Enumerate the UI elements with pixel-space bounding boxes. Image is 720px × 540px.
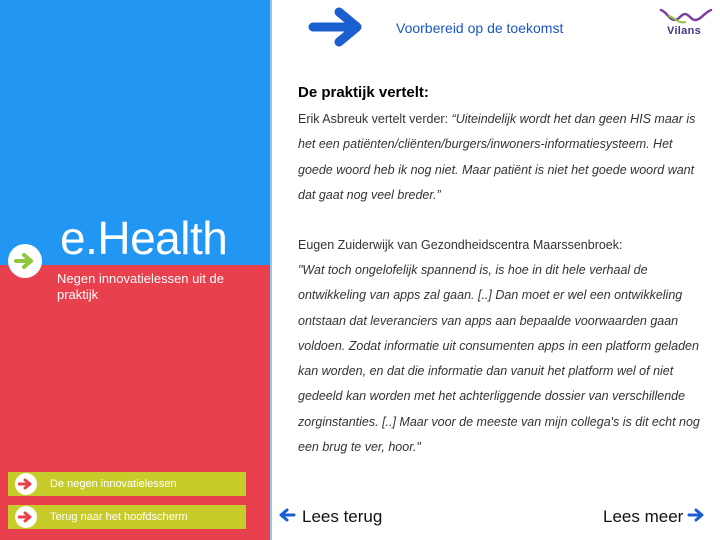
brand-arrow-icon [8, 244, 42, 278]
sidebar-subtitle: Negen innovatielessen uit de praktijk [57, 271, 224, 302]
quote-text: “Uiteindelijk wordt het dan geen HIS maar is het een patiënten/cliënten/burgers/inwoners-informatiesysteem. Het goede woord heb ik nog niet. Maar patiënt is niet het goede woord want dat gaat nog veel breder.” [298, 112, 696, 202]
panel-divider [270, 0, 272, 540]
sidebar-title: e.Health [60, 212, 228, 264]
quote-text: "Wat toch ongelofelijk spannend is, is hoe in dit hele verhaal de ontwikkeling van apps zal gaan. [..] Dan moet er wel een ontwikkeling ontstaan dat leveranciers van apps aan bepaalde voorwaarden gaan voldoen. Zodat informatie uit consumenten apps in een platform geladen kan worden, en dat die informatie dan vanuit het platform wel of niet gedeeld kan worden met het achterliggende dossier van verschillende zorginstanties. [..] Maar voor de meeste van mijn collega's is dit echt nog een brug te ver, hoor." [298, 263, 700, 455]
logo-text: Vilans [667, 25, 702, 37]
nav-hoofdscherm-button[interactable] [8, 505, 246, 529]
arrow-right-icon [15, 506, 37, 528]
quote-zuiderwijk-intro: Eugen Zuiderwijk van Gezondheidscentra Maarssenbroek: [298, 238, 623, 252]
lees-terug-button[interactable] [278, 507, 382, 527]
arrow-right-icon [307, 4, 369, 55]
arrow-left-icon [278, 507, 296, 527]
lees-terug-label: Lees terug [302, 507, 383, 526]
quote-intro: Erik Asbreuk vertelt verder: [298, 112, 452, 126]
page-title: Voorbereid op de toekomst [396, 20, 564, 36]
arrow-right-icon [15, 473, 37, 495]
sidebar-bottom-panel [0, 265, 270, 540]
section-heading: De praktijk vertelt: [298, 84, 429, 101]
nav-label: De negen innovatielessen [50, 478, 177, 490]
quote-asbreuk [298, 107, 708, 208]
arrow-right-icon [687, 507, 705, 527]
nav-label: Terug naar het hoofdscherm [50, 511, 188, 523]
quote-zuiderwijk [298, 258, 708, 460]
nav-negen-innovatielessen-button[interactable] [8, 472, 246, 496]
lees-meer-button[interactable] [603, 507, 705, 527]
lees-meer-label: Lees meer [603, 507, 684, 526]
